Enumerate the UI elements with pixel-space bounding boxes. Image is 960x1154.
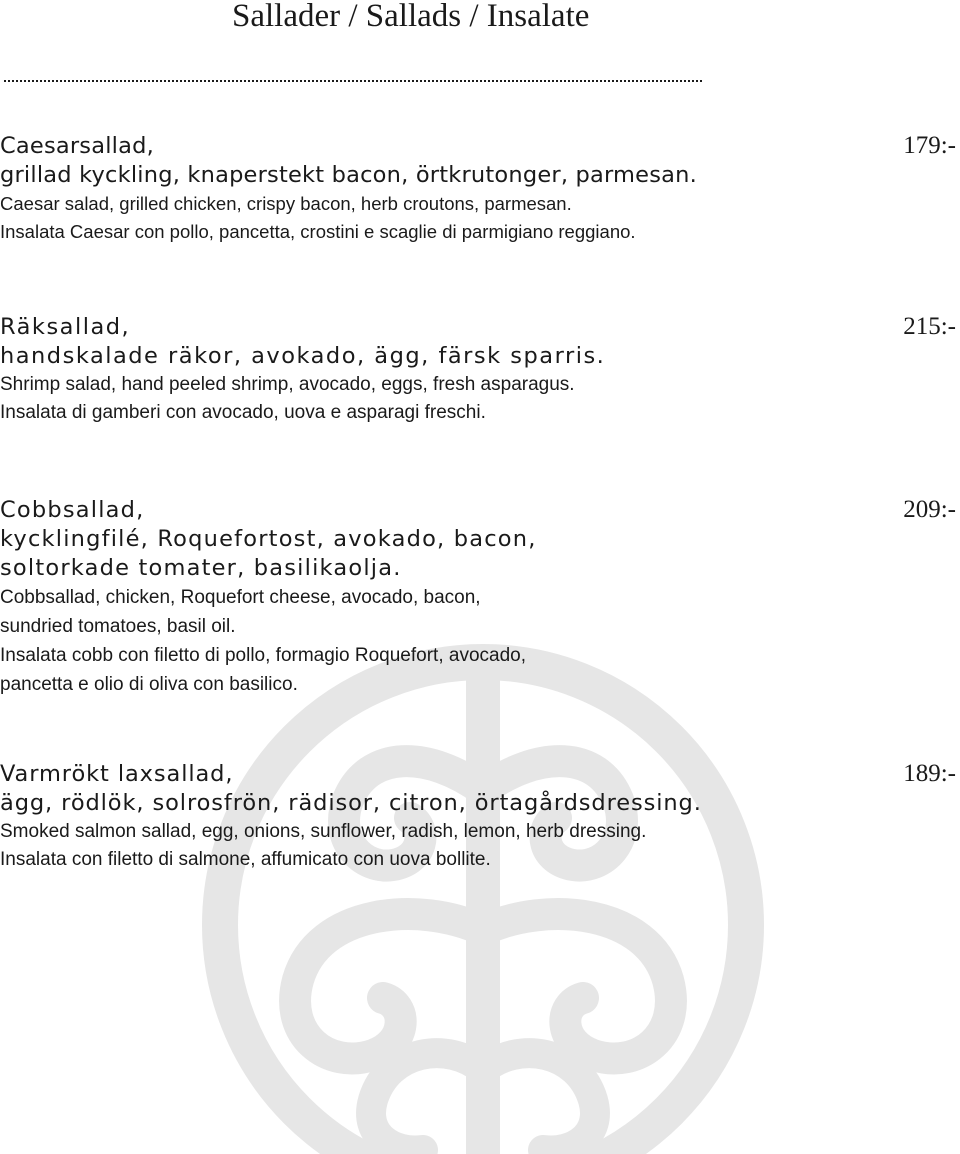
dotted-divider xyxy=(4,80,702,82)
item-description-english: Smoked salmon sallad, egg, onions, sunflower, radish, lemon, herb dressing. xyxy=(0,821,647,842)
item-description-english: Caesar salad, grilled chicken, crispy bacon, herb croutons, parmesan. xyxy=(0,193,572,214)
item-name: Räksallad, xyxy=(0,314,131,340)
item-description-english: sundried tomatoes, basil oil. xyxy=(0,616,236,637)
item-description-english: Shrimp salad, hand peeled shrimp, avocado, eggs, fresh asparagus. xyxy=(0,374,575,395)
item-name: Caesarsallad, xyxy=(0,133,154,159)
menu-item-caesar-salad xyxy=(0,132,960,245)
item-description-italian: Insalata con filetto di salmone, affumicato con uova bollite. xyxy=(0,849,491,870)
item-description-swedish: ägg, rödlök, solrosfrön, rädisor, citron, örtagårdsdressing. xyxy=(0,790,702,816)
item-name: Varmrökt laxsallad, xyxy=(0,761,234,787)
item-description-italian: pancetta e olio di oliva con basilico. xyxy=(0,674,298,695)
menu-item-shrimp-salad xyxy=(0,313,960,427)
item-description-italian: Insalata di gamberi con avocado, uova e asparagi freschi. xyxy=(0,402,486,423)
item-description-swedish: kycklingfilé, Roquefortost, avokado, bacon, xyxy=(0,526,537,552)
emblem-watermark-icon xyxy=(188,630,778,1154)
item-price: 209:- xyxy=(903,496,956,523)
item-name: Cobbsallad, xyxy=(0,497,145,523)
item-description-swedish: grillad kyckling, knaperstekt bacon, örtkrutonger, parmesan. xyxy=(0,162,697,188)
item-description-swedish: handskalade räkor, avokado, ägg, färsk sparris. xyxy=(0,343,606,369)
item-description-swedish: soltorkade tomater, basilikaolja. xyxy=(0,555,402,581)
item-description-italian: Insalata cobb con filetto di pollo, formagio Roquefort, avocado, xyxy=(0,645,526,666)
item-price: 215:- xyxy=(903,313,956,340)
item-price: 189:- xyxy=(903,760,956,787)
page-title: Sallader / Sallads / Insalate xyxy=(232,0,590,34)
item-price: 179:- xyxy=(903,132,956,159)
item-description-english: Cobbsallad, chicken, Roquefort cheese, avocado, bacon, xyxy=(0,587,481,608)
menu-item-smoked-salmon-salad xyxy=(0,760,960,874)
menu-item-cobb-salad xyxy=(0,496,960,699)
item-description-italian: Insalata Caesar con pollo, pancetta, crostini e scaglie di parmigiano reggiano. xyxy=(0,221,636,242)
